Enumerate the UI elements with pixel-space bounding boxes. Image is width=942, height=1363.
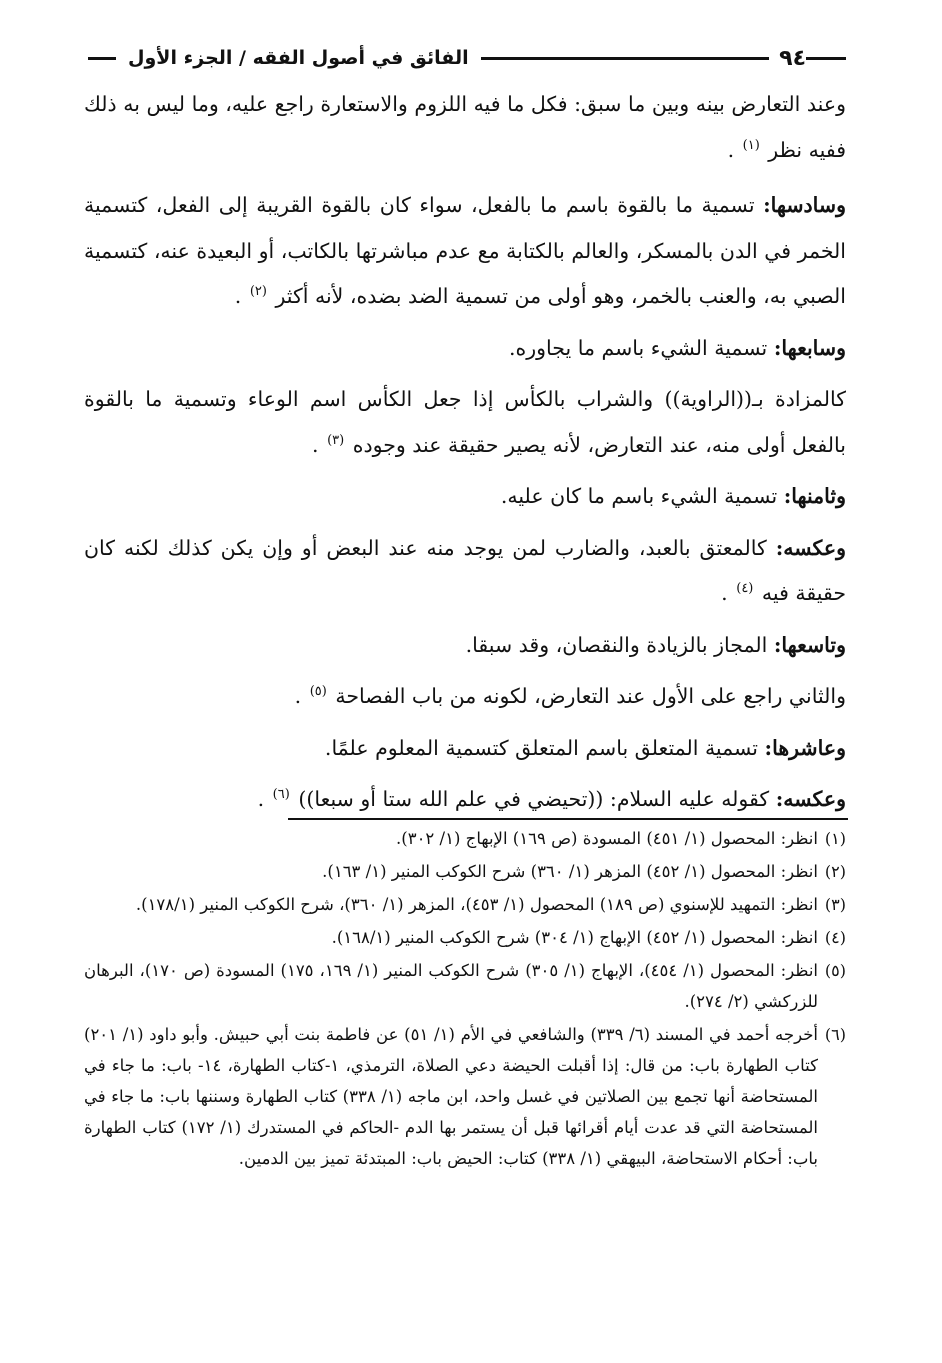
- paragraph-2: [84, 183, 846, 320]
- running-title: الفائق في أصول الفقه / الجزء الأول: [128, 47, 469, 69]
- footnote-text: انظر: المحصول (١/ ٤٥٢) الإبهاج (١/ ٣٠٤) شرح الكوكب المنير (١٦٨/١).: [331, 928, 818, 947]
- paragraph-8: [84, 674, 846, 720]
- paragraph-3: [84, 326, 846, 372]
- paragraph-10: [84, 777, 846, 823]
- footnote-number: (٤): [824, 928, 846, 947]
- footnote-text: أخرجه أحمد في المسند (٦/ ٣٣٩) والشافعي في الأم (١/ ٥١) عن فاطمة بنت أبي حبيش. وأبو داود (١/ ٢٠١) كتاب الطهارة باب: من قال: إذا أقبلت الحيضة دعي الصلاة، الترمذي، ١-كتاب الطهارة، ١٤- باب: ما جاء في المستحاضة أنها تجمع بين الصلاتين في غسل واحد، ابن ماجه (١/ ٣٣٨) كتاب الطهارة وسننها باب: ما جاء في المستحاضة التي قد عدت أيام أقرائها قبل أن يستمر بها الدم -الحاكم في المستدرك (١/ ١٧٢) كتاب الطهارة باب: أحكام الاستحاضة، البيهقي (١/ ٣٣٨) كتاب: الحيض باب: المبتدئة تميز بين الدمين.: [84, 1025, 818, 1168]
- paragraph-2-lead: وسادسها:: [763, 193, 846, 217]
- footnote-2: [84, 856, 846, 887]
- header-rule-right: [806, 57, 846, 60]
- footnote-number: (٥): [824, 961, 846, 980]
- footnote-number: (١): [824, 829, 846, 848]
- running-header: [88, 38, 846, 78]
- paragraph-5: [84, 474, 846, 520]
- paragraph-7-text: المجاز بالزيادة والنقصان، وقد سبقا.: [465, 632, 768, 657]
- paragraph-4-dot: .: [312, 432, 319, 457]
- paragraph-9: [84, 726, 846, 772]
- paragraph-10-dot: .: [257, 787, 265, 811]
- paragraph-5-text: تسمية الشيء باسم ما كان عليه.: [500, 484, 778, 508]
- paragraph-4-text: كالمزادة بـ((الراوية)) والشراب بالكأس إذا جعل الكأس اسم الوعاء وتسمية ما بالقوة بالفعل أولى منه، عند التعارض، لأنه يصير حقيقة عند وجوده: [84, 387, 846, 457]
- paragraph-3-lead: وسابعها:: [773, 335, 846, 360]
- paragraph-7-lead: وتاسعها:: [773, 632, 846, 657]
- paragraph-6: [84, 526, 846, 617]
- footnote-5: [84, 955, 846, 1017]
- paragraph-1-dot: .: [727, 137, 735, 162]
- paragraph-1-text: وعند التعارض بينه وبين ما سبق: فكل ما فيه اللزوم والاستعارة راجع عليه، وما ليس به ذلك ففيه نظر: [84, 92, 846, 162]
- footnote-6: [84, 1019, 846, 1174]
- paragraph-7: [84, 623, 846, 669]
- footnote-ref-5[interactable]: (٥): [309, 684, 327, 700]
- footnote-text: انظر: المحصول (١/ ٤٥٢) المزهر (١/ ٣٦٠) شرح الكوكب المنير (١/ ١٦٣).: [322, 862, 818, 881]
- paragraph-10-text: كقوله عليه السلام: ((تحيضي في علم الله ستا أو سبعا)): [298, 787, 770, 811]
- footnote-ref-6[interactable]: (٦): [272, 787, 290, 803]
- paragraph-10-lead: وعكسه:: [775, 787, 846, 811]
- footnote-ref-3[interactable]: (٣): [327, 432, 345, 448]
- footnote-text: انظر: المحصول (١/ ٤٥٤)، الإبهاج (١/ ٣٠٥) شرح الكوكب المنير (١/ ١٦٩، ١٧٥) المسودة (ص ١٧٠)، البرهان للزركشي (٢/ ٢٧٤).: [84, 961, 819, 1011]
- paragraph-8-dot: .: [294, 684, 302, 708]
- paragraph-6-lead: وعكسه:: [775, 535, 846, 560]
- footnote-4: [84, 922, 846, 953]
- footnote-ref-4[interactable]: (٤): [736, 581, 754, 597]
- footnote-number: (٢): [824, 862, 846, 881]
- footnotes: [84, 823, 846, 1176]
- footnote-ref-2[interactable]: (٢): [249, 284, 267, 300]
- main-text: [84, 82, 846, 829]
- footnote-ref-1[interactable]: (١): [742, 137, 760, 153]
- paragraph-4: [84, 377, 846, 468]
- paragraph-6-text: كالمعتق بالعبد، والضارب لمن يوجد منه عند البعض أو وإن يكن كذلك لكنه كان حقيقة فيه: [84, 535, 846, 605]
- paragraph-9-lead: وعاشرها:: [764, 735, 846, 760]
- footnote-separator: [288, 818, 848, 820]
- header-rule-left: [88, 57, 116, 60]
- footnote-3: [84, 889, 846, 920]
- paragraph-9-text: تسمية المتعلق باسم المتعلق كتسمية المعلوم علمًا.: [324, 735, 758, 760]
- paragraph-8-text: والثاني راجع على الأول عند التعارض، لكونه من باب الفصاحة: [335, 684, 846, 708]
- paragraph-1: [84, 82, 846, 173]
- paragraph-5-lead: وثامنها:: [783, 484, 846, 508]
- paragraph-2-text: تسمية ما بالقوة باسم ما بالفعل، سواء كان بالقوة القريبة إلى الفعل، كتسمية الخمر في الدن بالمسكر، والعالم بالكتابة مع عدم مباشرتها بالكاتب، أو البعيدة عنه، كتسمية الصبي به، والعنب بالخمر، وهو أولى من تسمية الضد بضده، لأنه أكثر: [84, 193, 846, 308]
- page-number: ٩٤: [779, 45, 806, 71]
- footnote-number: (٣): [824, 895, 846, 914]
- paragraph-3-text: تسمية الشيء باسم ما يجاوره.: [508, 335, 768, 360]
- footnote-number: (٦): [824, 1025, 846, 1044]
- header-rule-middle: [481, 57, 770, 60]
- footnote-text: انظر: المحصول (١/ ٤٥١) المسودة (ص ١٦٩) الإبهاج (١/ ٣٠٢).: [396, 829, 818, 848]
- paragraph-2-dot: .: [234, 284, 242, 308]
- footnote-1: [84, 823, 846, 854]
- footnote-text: انظر: التمهيد للإسنوي (ص ١٨٩) المحصول (١/ ٤٥٣)، المزهر (١/ ٣٦٠)، شرح الكوكب المنير (١٧٨/١).: [135, 895, 818, 914]
- paragraph-6-dot: .: [721, 581, 728, 605]
